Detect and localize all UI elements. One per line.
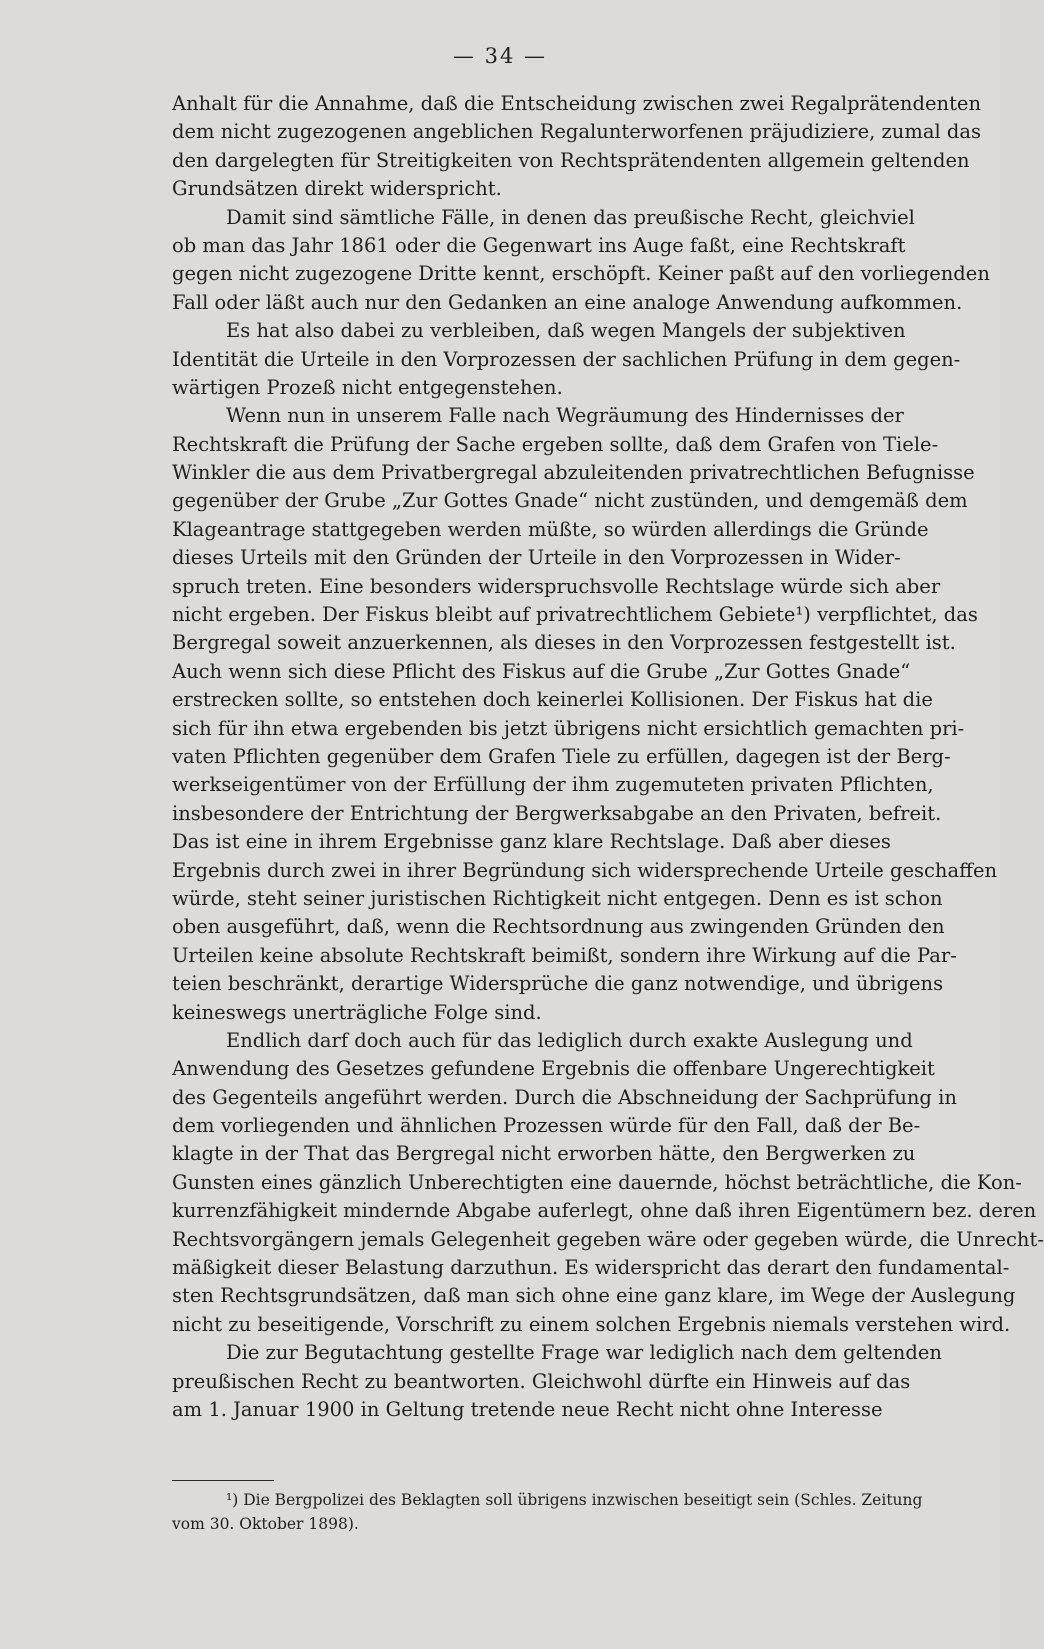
text-line: Rechtskraft die Prüfung der Sache ergeben sollte, daß dem Grafen von Tiele- <box>172 432 939 456</box>
text-line: Die zur Begutachtung gestellte Frage war lediglich nach dem geltenden <box>226 1341 942 1365</box>
text-line: Anhalt für die Annahme, daß die Entscheidung zwischen zwei Regalprätendenten <box>172 92 982 115</box>
body-text <box>172 90 1044 1424</box>
page-number: — 34 — <box>452 44 548 68</box>
text-line: nicht ergeben. Der Fiskus bleibt auf privatrechtlichem Gebiete¹) verpflichtet, das <box>172 603 978 627</box>
text-line: Bergregal soweit anzuerkennen, als dieses in den Vorprozessen festgestellt ist. <box>172 631 956 655</box>
text-line: dem nicht zugezogenen angeblichen Regalunterworfenen präjudiziere, zumal das <box>172 120 982 144</box>
text-line: Gunsten eines gänzlich Unberechtigten eine dauernde, höchst beträchtliche, die Kon- <box>172 1170 1022 1194</box>
text-line: Endlich darf doch auch für das lediglich durch exakte Auslegung und <box>226 1028 913 1052</box>
text-line: kurrenzfähigkeit mindernde Abgabe auferlegt, ohne daß ihren Eigentümern bez. deren <box>172 1199 1037 1223</box>
text-line: gegen nicht zugezogene Dritte kennt, erschöpft. Keiner paßt auf den vorliegenden <box>172 262 990 286</box>
text-line: spruch treten. Eine besonders widerspruchsvolle Rechtslage würde sich aber <box>172 574 941 598</box>
text-line: gegenüber der Grube „Zur Gottes Gnade“ nicht zustünden, und demgemäß dem <box>172 489 968 513</box>
text-line: oben ausgeführt, daß, wenn die Rechtsordnung aus zwingenden Gründen den <box>172 915 945 939</box>
text-line: Fall oder läßt auch nur den Gedanken an eine analoge Anwendung aufkommen. <box>172 290 963 314</box>
text-line: des Gegenteils angeführt werden. Durch die Abschneidung der Sachprüfung in <box>172 1085 957 1109</box>
text-line: insbesondere der Entrichtung der Bergwerksabgabe an den Privaten, befreit. <box>172 801 942 825</box>
text-line: Das ist eine in ihrem Ergebnisse ganz klare Rechtslage. Daß aber dieses <box>172 830 891 854</box>
footnote-line: vom 30. Oktober 1898). <box>172 1515 359 1533</box>
text-line: Rechtsvorgängern jemals Gelegenheit gegeben wäre oder gegeben würde, die Unrecht- <box>172 1227 1044 1251</box>
text-line: erstrecken sollte, so entstehen doch keinerlei Kollisionen. Der Fiskus hat die <box>172 688 933 712</box>
text-line: Grundsätzen direkt widerspricht. <box>172 177 502 201</box>
text-line: klagte in der That das Bergregal nicht erworben hätte, den Bergwerken zu <box>172 1142 916 1166</box>
text-line: Anwendung des Gesetzes gefundene Ergebnis die offenbare Ungerechtigkeit <box>172 1057 935 1081</box>
text-line: werkseigentümer von der Erfüllung der ihm zugemuteten privaten Pflichten, <box>172 773 934 797</box>
text-line: sten Rechtsgrundsätzen, daß man sich ohne eine ganz klare, im Wege der Auslegung <box>172 1284 1016 1308</box>
text-line: Auch wenn sich diese Pflicht des Fiskus auf die Grube „Zur Gottes Gnade“ <box>172 659 911 683</box>
text-line: mäßigkeit dieser Belastung darzuthun. Es widerspricht das derart den fundamental- <box>172 1256 1010 1280</box>
text-line: den dargelegten für Streitigkeiten von Rechtsprätendenten allgemein geltenden <box>172 148 970 172</box>
text-line: Wenn nun in unserem Falle nach Wegräumung des Hindernisses der <box>226 404 904 428</box>
text-line: keineswegs unerträgliche Folge sind. <box>172 1000 542 1024</box>
text-line: am 1. Januar 1900 in Geltung tretende neue Recht nicht ohne Interesse <box>172 1397 883 1421</box>
text-line: vaten Pflichten gegenüber dem Grafen Tiele zu erfüllen, dagegen ist der Berg- <box>172 744 951 768</box>
text-line: Ergebnis durch zwei in ihrer Begründung sich widersprechende Urteile geschaffen <box>172 858 998 882</box>
text-line: dem vorliegenden und ähnlichen Prozessen würde für den Fall, daß der Be- <box>172 1114 921 1138</box>
text-line: Damit sind sämtliche Fälle, in denen das preußische Recht, gleichviel <box>226 205 915 229</box>
text-line: ob man das Jahr 1861 oder die Gegenwart ins Auge faßt, eine Rechtskraft <box>172 233 906 257</box>
text-line: Identität die Urteile in den Vorprozessen der sachlichen Prüfung in dem gegen- <box>172 347 961 371</box>
footnote <box>172 1488 923 1536</box>
text-line: nicht zu beseitigende, Vorschrift zu einem solchen Ergebnis niemals verstehen wird. <box>172 1312 1011 1336</box>
footnote-rule <box>172 1480 274 1481</box>
text-line: Es hat also dabei zu verbleiben, daß wegen Mangels der subjektiven <box>226 319 906 343</box>
text-line: würde, steht seiner juristischen Richtigkeit nicht entgegen. Denn es ist schon <box>172 886 943 910</box>
text-line: preußischen Recht zu beantworten. Gleichwohl dürfte ein Hinweis auf das <box>172 1369 911 1393</box>
text-line: wärtigen Prozeß nicht entgegenstehen. <box>172 375 563 399</box>
text-line: sich für ihn etwa ergebenden bis jetzt übrigens nicht ersichtlich gemachten pri- <box>172 716 965 740</box>
text-line: Klageantrage stattgegeben werden müßte, so würden allerdings die Gründe <box>172 517 929 541</box>
text-line: Urteilen keine absolute Rechtskraft beimißt, sondern ihre Wirkung auf die Par- <box>172 943 957 967</box>
text-line: teien beschränkt, derartige Widersprüche die ganz notwendige, und übrigens <box>172 972 944 996</box>
text-line: Winkler die aus dem Privatbergregal abzuleitenden privatrechtlichen Befugnisse <box>172 461 975 485</box>
footnote-line: ¹) Die Bergpolizei des Beklagten soll übrigens inzwischen beseitigt sein (Schles. Zeitung <box>226 1491 923 1509</box>
text-line: dieses Urteils mit den Gründen der Urteile in den Vorprozessen in Wider- <box>172 546 901 570</box>
